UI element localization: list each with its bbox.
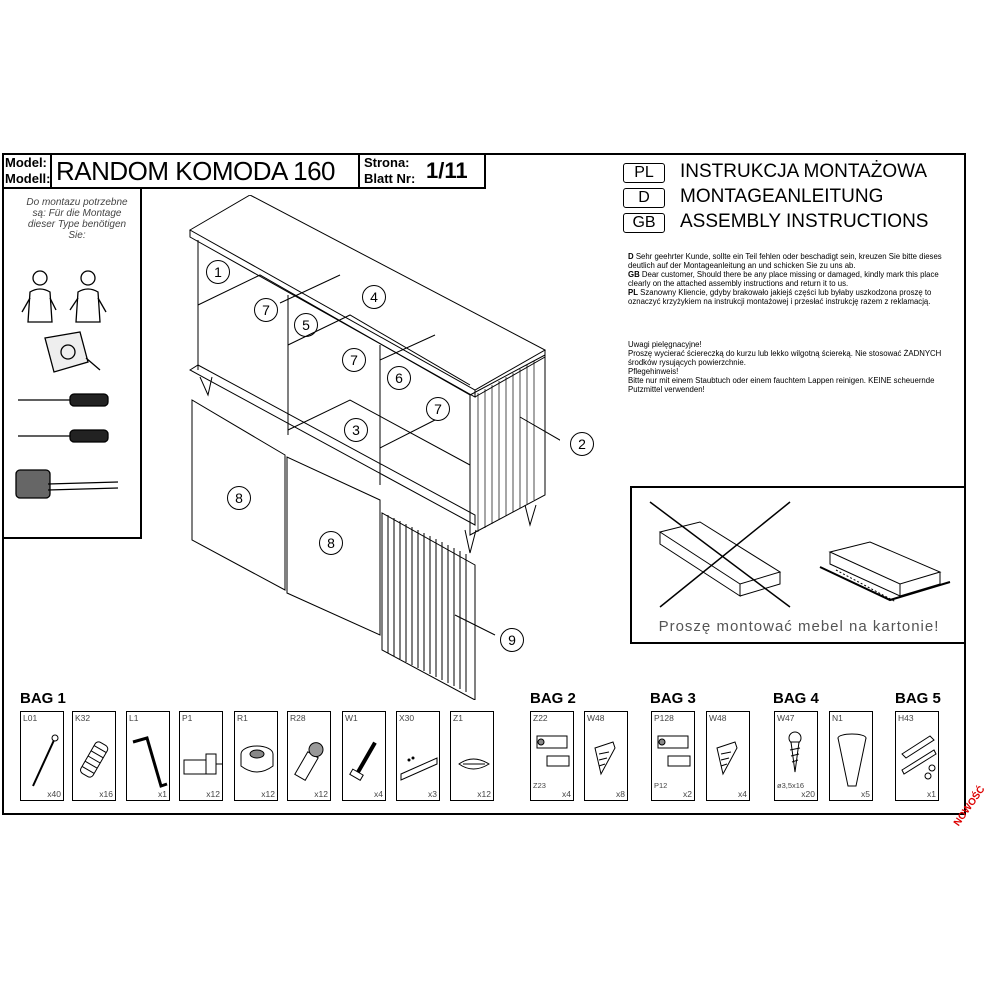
part-qty: x4 — [562, 789, 571, 799]
lang-code-d: D — [623, 188, 665, 208]
part-qty: x12 — [261, 789, 275, 799]
part-n1 — [829, 711, 873, 801]
bag-1-title: BAG 1 — [20, 690, 66, 707]
cabinet-exploded-view — [180, 195, 560, 700]
care-line-4: Bitte nur mit einem Staubtuch oder einem fauchtem Lappen reinigen. KEINE scheuernde Putzmittel verwenden! — [628, 376, 935, 394]
screw-icon — [343, 724, 387, 790]
blatt-label: Blatt Nr: — [364, 171, 416, 186]
part-code: H43 — [898, 713, 914, 723]
part-x30 — [396, 711, 440, 801]
cam-lock-icon — [235, 724, 279, 790]
leg-icon — [830, 724, 874, 790]
notice-gb-label: GB — [628, 270, 640, 279]
part-qty: x20 — [801, 789, 815, 799]
part-number-5: 5 — [294, 313, 318, 337]
notice-pl-text: Szanowny Kliencie, gdyby brakowało jakiejś części lub byłaby uszkodzona proszę to oznaczyć krzyżykiem na instrukcji montażowej i przesłać instrukcję razem z reklamacją. — [628, 288, 932, 306]
part-qty: x4 — [374, 789, 383, 799]
part-w48-bag2 — [584, 711, 628, 801]
correct-way-icon — [820, 542, 950, 602]
screw-icon — [585, 724, 629, 790]
part-qty: x12 — [477, 789, 491, 799]
dowel-icon — [73, 724, 117, 790]
part-code: W48 — [709, 713, 727, 723]
part-qty: x40 — [47, 789, 61, 799]
part-qty: x1 — [927, 789, 936, 799]
part-extra: Z23 — [533, 781, 546, 790]
new-product-stamp: NOWOŚĆ — [952, 784, 988, 829]
lang-title-pl: INSTRUKCJA MONTAŻOWA — [680, 161, 927, 182]
bag-4-title: BAG 4 — [773, 690, 819, 707]
part-qty: x3 — [428, 789, 437, 799]
modell-label: Modell: — [5, 171, 51, 186]
part-w47 — [774, 711, 818, 801]
notice-pl-label: PL — [628, 288, 638, 297]
page-number: 1/11 — [426, 158, 468, 183]
bag-2-title: BAG 2 — [530, 690, 576, 707]
part-code: W48 — [587, 713, 605, 723]
part-number-3: 3 — [344, 418, 368, 442]
slatted-door-icon — [388, 515, 466, 692]
part-r28 — [287, 711, 331, 801]
part-number-7b: 7 — [342, 348, 366, 372]
part-h43 — [895, 711, 939, 801]
screwdriver-phillips-icon — [18, 430, 108, 442]
notice-d-text: Sehr geehrter Kunde, sollte ein Teil fehlen oder beschadigt sein, kreuzen Sie bitte dieses deutlich auf der Montageanleitung an und schicken Sie zu uns ab. — [628, 252, 942, 270]
shelf-support-icon — [451, 724, 495, 790]
part-w48-bag3 — [706, 711, 750, 801]
part-number-8a: 8 — [227, 486, 251, 510]
part-number-7a: 7 — [254, 298, 278, 322]
part-code: P1 — [182, 713, 193, 723]
care-line-2: Proszę wycierać ściereczką do kurzu lub lekko wilgotną ściereką. Nie stosować ŻADNYCH środków rysujących powierzchnie. — [628, 349, 942, 367]
bag-5-title: BAG 5 — [895, 690, 941, 707]
part-r1 — [234, 711, 278, 801]
cam-pin-icon — [180, 724, 224, 790]
part-qty: x2 — [683, 789, 692, 799]
part-code: L01 — [23, 713, 38, 723]
part-code: X30 — [399, 713, 415, 723]
page-label: Strona: — [364, 155, 410, 170]
part-z22 — [530, 711, 574, 801]
part-code: W47 — [777, 713, 795, 723]
screw-icon — [707, 724, 751, 790]
part-extra: P12 — [654, 781, 668, 790]
part-number-4: 4 — [362, 285, 386, 309]
person-icon — [22, 271, 56, 322]
notice-d-label: D — [628, 252, 634, 261]
lang-code-gb: GB — [623, 213, 665, 233]
hammer-icon — [16, 470, 118, 498]
part-l1 — [126, 711, 170, 801]
rail-icon — [397, 724, 441, 790]
carton-note: Proszę montować mebel na kartonie! — [658, 618, 940, 635]
part-code: Z1 — [453, 713, 463, 723]
bag-3-title: BAG 3 — [650, 690, 696, 707]
part-code: P128 — [654, 713, 674, 723]
care-line-3: Pflegehinweis! — [628, 367, 679, 376]
part-number-2: 2 — [570, 432, 594, 456]
part-extra: ø3,5x16 — [777, 781, 805, 790]
nail-icon — [21, 724, 65, 790]
part-qty: x16 — [99, 789, 113, 799]
part-p128 — [651, 711, 695, 801]
part-qty: x1 — [158, 789, 167, 799]
wrong-way-icon — [650, 502, 790, 607]
part-k32 — [72, 711, 116, 801]
part-code: L1 — [129, 713, 139, 723]
care-text — [628, 340, 962, 394]
part-code: W1 — [345, 713, 358, 723]
notice-gb-text: Dear customer, Should there be any place missing or damaged, kindly mark this place clearly on the attached assembly instructions and return it to us. — [628, 270, 939, 288]
notice-text — [628, 252, 962, 306]
part-code: R1 — [237, 713, 248, 723]
model-label: Model: — [5, 155, 47, 170]
part-number-8b: 8 — [319, 531, 343, 555]
lang-title-gb: ASSEMBLY INSTRUCTIONS — [680, 211, 929, 232]
part-qty: x12 — [314, 789, 328, 799]
part-number-7c: 7 — [426, 397, 450, 421]
part-z1 — [450, 711, 494, 801]
part-number-6: 6 — [387, 366, 411, 390]
part-qty: x5 — [861, 789, 870, 799]
part-number-9: 9 — [500, 628, 524, 652]
part-code: K32 — [75, 713, 91, 723]
part-code: Z22 — [533, 713, 548, 723]
fitting-set-icon — [896, 724, 940, 790]
care-line-1: Uwagi pielęgnacyjne! — [628, 340, 702, 349]
part-number-1: 1 — [206, 260, 230, 284]
part-qty: x12 — [206, 789, 220, 799]
screwdriver-flat-icon — [18, 394, 108, 406]
part-w1 — [342, 711, 386, 801]
carton-illustration — [640, 492, 960, 612]
allen-key-icon — [127, 724, 171, 790]
tools-note: Do montazu potrzebne są: Für die Montage dieser Type benötigen Sie: — [26, 197, 128, 241]
person-icon — [70, 271, 106, 322]
model-name: RANDOM KOMODA 160 — [56, 156, 336, 186]
part-p1 — [179, 711, 223, 801]
lang-code-pl: PL — [623, 163, 665, 183]
part-qty: x8 — [616, 789, 625, 799]
part-code: R28 — [290, 713, 306, 723]
part-l01 — [20, 711, 64, 801]
tape-measure-icon — [45, 332, 100, 372]
lang-title-d: MONTAGEANLEITUNG — [680, 186, 884, 207]
part-code: N1 — [832, 713, 843, 723]
tools-illustration — [10, 262, 135, 522]
connector-icon — [288, 724, 332, 790]
part-qty: x4 — [738, 789, 747, 799]
